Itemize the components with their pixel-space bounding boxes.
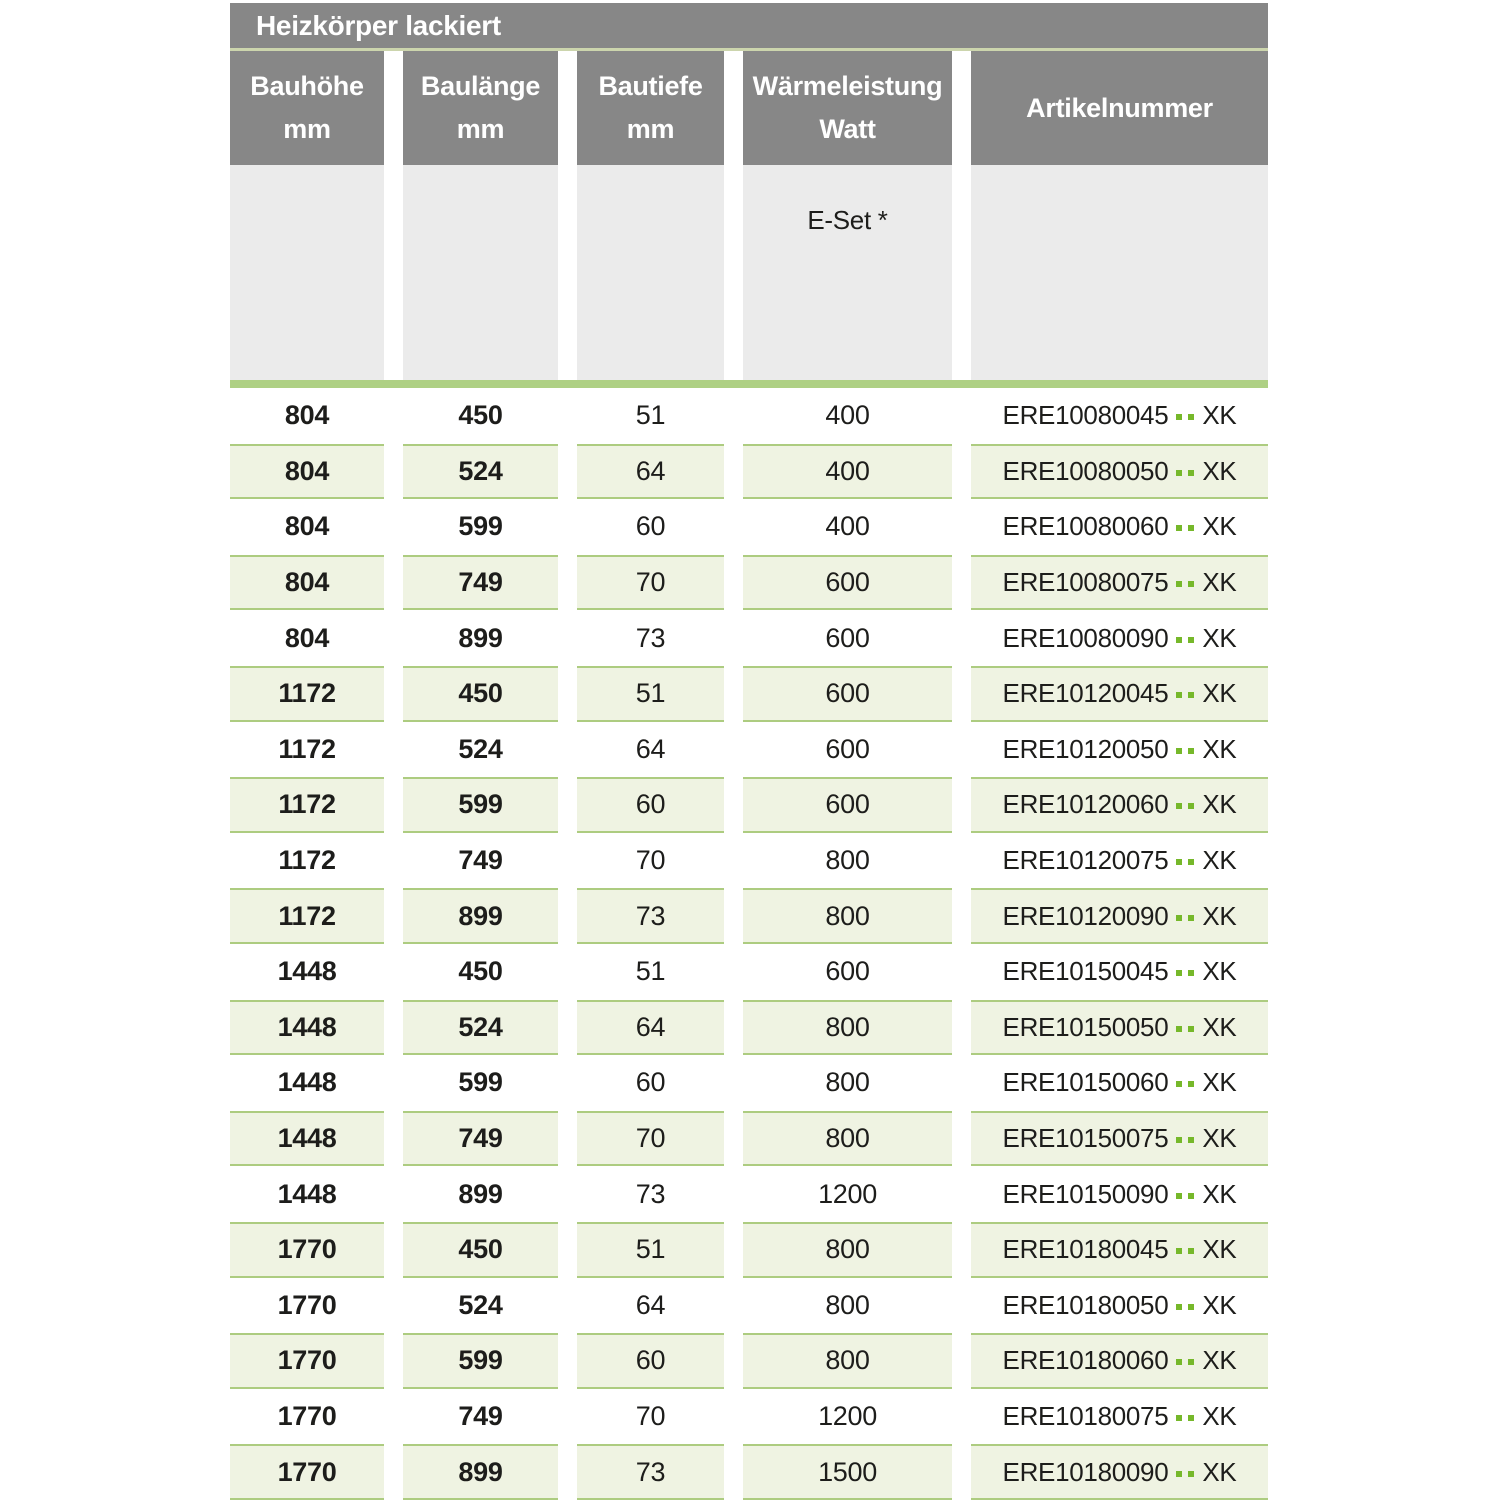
cell-artikelnummer xyxy=(971,1166,1268,1222)
cell-waermeleistung: 1200 xyxy=(818,1178,877,1209)
article-number-suffix: XK xyxy=(1202,1289,1237,1320)
placeholder-dots-icon xyxy=(1173,689,1197,698)
table-row xyxy=(230,499,1268,555)
cell-artikelnummer xyxy=(971,833,1268,889)
table-row xyxy=(230,944,1268,1000)
article-number-prefix: ERE10180050 xyxy=(1002,1289,1169,1320)
cell-baulaenge: 899 xyxy=(458,1178,503,1209)
cell-bauhoehe: 804 xyxy=(230,555,384,611)
cell-bautiefe: 73 xyxy=(577,888,724,944)
subheader-cell xyxy=(971,165,1268,380)
cell-baulaenge: 899 xyxy=(403,888,558,944)
cell-artikelnummer xyxy=(971,1389,1268,1445)
cell-bautiefe: 70 xyxy=(635,1400,666,1431)
table-row xyxy=(230,1222,1268,1278)
article-number-suffix: XK xyxy=(1202,455,1237,486)
column-header-waermeleistung xyxy=(743,51,952,165)
subheader-cell xyxy=(230,165,384,380)
article-number-prefix: ERE10120050 xyxy=(1002,733,1169,764)
article-number-prefix: ERE10080075 xyxy=(1002,567,1169,598)
cell-bauhoehe: 1770 xyxy=(277,1289,337,1320)
article-number-suffix: XK xyxy=(1202,567,1237,598)
column-header-unit: Watt xyxy=(819,114,876,144)
column-header-label: Bautiefe xyxy=(598,71,703,101)
cell-baulaenge: 450 xyxy=(458,400,503,431)
cell-baulaenge: 524 xyxy=(458,1289,503,1320)
article-number-prefix: ERE10150050 xyxy=(1002,1011,1169,1042)
cell-baulaenge: 749 xyxy=(403,1111,558,1167)
cell-bauhoehe: 1448 xyxy=(277,956,337,987)
cell-bautiefe: 64 xyxy=(577,444,724,500)
cell-baulaenge: 749 xyxy=(403,555,558,611)
cell-baulaenge: 524 xyxy=(458,733,503,764)
article-number-suffix: XK xyxy=(1202,1011,1237,1042)
article-number-suffix: XK xyxy=(1202,1234,1237,1265)
cell-baulaenge: 899 xyxy=(458,622,503,653)
cell-baulaenge: 450 xyxy=(403,666,558,722)
cell-artikelnummer xyxy=(971,499,1268,555)
table-title-bar xyxy=(230,3,1268,48)
cell-bauhoehe: 1448 xyxy=(230,1000,384,1056)
cell-artikelnummer xyxy=(971,1111,1268,1167)
article-number-suffix: XK xyxy=(1202,900,1237,931)
cell-artikelnummer xyxy=(971,1055,1268,1111)
cell-bauhoehe: 804 xyxy=(284,400,330,431)
cell-waermeleistung: 1200 xyxy=(818,1400,877,1431)
cell-artikelnummer xyxy=(971,666,1268,722)
cell-bauhoehe: 804 xyxy=(284,511,330,542)
column-header-baulaenge xyxy=(403,51,558,165)
article-number-prefix: ERE10080090 xyxy=(1002,622,1169,653)
article-number-suffix: XK xyxy=(1202,789,1237,820)
cell-artikelnummer xyxy=(971,1444,1268,1500)
placeholder-dots-icon xyxy=(1173,912,1197,921)
cell-artikelnummer xyxy=(971,944,1268,1000)
cell-bauhoehe: 804 xyxy=(284,622,330,653)
cell-bauhoehe: 1770 xyxy=(230,1333,384,1389)
cell-artikelnummer xyxy=(971,1333,1268,1389)
cell-bautiefe: 51 xyxy=(577,666,724,722)
article-number-suffix: XK xyxy=(1202,733,1237,764)
cell-waermeleistung: 400 xyxy=(825,400,870,431)
cell-baulaenge: 450 xyxy=(403,1222,558,1278)
cell-bautiefe: 70 xyxy=(577,1111,724,1167)
column-header-unit: mm xyxy=(456,114,505,144)
placeholder-dots-icon xyxy=(1173,1190,1197,1199)
cell-waermeleistung: 600 xyxy=(743,666,952,722)
column-header-label: Wärmeleistung xyxy=(752,71,943,101)
placeholder-dots-icon xyxy=(1173,745,1197,754)
cell-waermeleistung: 800 xyxy=(743,1000,952,1056)
cell-bauhoehe: 1770 xyxy=(230,1444,384,1500)
article-number-suffix: XK xyxy=(1202,956,1237,987)
column-header-unit: mm xyxy=(283,114,331,144)
article-number-prefix: ERE10120045 xyxy=(1002,678,1169,709)
cell-baulaenge: 524 xyxy=(403,1000,558,1056)
cell-waermeleistung: 800 xyxy=(825,1289,870,1320)
cell-bautiefe: 60 xyxy=(635,511,666,542)
cell-waermeleistung: 800 xyxy=(743,1111,952,1167)
table-body xyxy=(230,388,1268,1500)
placeholder-dots-icon xyxy=(1173,1301,1197,1310)
article-number-suffix: XK xyxy=(1202,678,1237,709)
cell-bauhoehe: 1172 xyxy=(278,845,336,876)
table-row xyxy=(230,610,1268,666)
article-number-prefix: ERE10120060 xyxy=(1002,789,1169,820)
cell-waermeleistung: 600 xyxy=(825,956,870,987)
column-header-bautiefe xyxy=(577,51,724,165)
cell-bautiefe: 70 xyxy=(577,555,724,611)
cell-bautiefe: 51 xyxy=(635,400,666,431)
placeholder-dots-icon xyxy=(1173,1412,1197,1421)
column-header-artikelnummer xyxy=(971,51,1268,165)
cell-waermeleistung: 600 xyxy=(825,622,870,653)
cell-artikelnummer xyxy=(971,610,1268,666)
article-number-suffix: XK xyxy=(1202,1123,1237,1154)
article-number-suffix: XK xyxy=(1202,1456,1237,1487)
table-row xyxy=(230,1055,1268,1111)
article-number-suffix: XK xyxy=(1202,400,1237,431)
radiator-spec-table xyxy=(230,3,1268,1500)
cell-artikelnummer xyxy=(971,444,1268,500)
article-number-prefix: ERE10180075 xyxy=(1002,1400,1169,1431)
cell-bauhoehe: 1172 xyxy=(278,733,336,764)
cell-waermeleistung: 800 xyxy=(743,888,952,944)
cell-bauhoehe: 1172 xyxy=(230,888,384,944)
header-row xyxy=(230,51,1268,165)
column-header-label: Artikelnummer xyxy=(1026,92,1213,123)
table-row xyxy=(230,444,1268,500)
cell-baulaenge: 599 xyxy=(403,1333,558,1389)
table-row xyxy=(230,1111,1268,1167)
article-number-prefix: ERE10120090 xyxy=(1002,900,1169,931)
cell-bautiefe: 73 xyxy=(635,622,666,653)
placeholder-dots-icon xyxy=(1173,1356,1197,1365)
cell-bautiefe: 64 xyxy=(635,733,666,764)
placeholder-dots-icon xyxy=(1173,1023,1197,1032)
column-header-label: Baulänge xyxy=(420,71,541,101)
table-row xyxy=(230,833,1268,889)
cell-bautiefe: 60 xyxy=(635,1067,666,1098)
table-row xyxy=(230,888,1268,944)
cell-bautiefe: 64 xyxy=(577,1000,724,1056)
cell-baulaenge: 899 xyxy=(403,1444,558,1500)
article-number-prefix: ERE10150075 xyxy=(1002,1123,1169,1154)
cell-waermeleistung: 800 xyxy=(743,1333,952,1389)
cell-bautiefe: 64 xyxy=(635,1289,666,1320)
cell-bautiefe: 73 xyxy=(577,1444,724,1500)
cell-baulaenge: 599 xyxy=(458,1067,503,1098)
column-header-unit: mm xyxy=(626,114,675,144)
column-header-bauhoehe xyxy=(230,51,384,165)
cell-bauhoehe: 1172 xyxy=(230,777,384,833)
cell-artikelnummer xyxy=(971,388,1268,444)
cell-bauhoehe: 1770 xyxy=(230,1222,384,1278)
table-row xyxy=(230,1166,1268,1222)
table-row xyxy=(230,555,1268,611)
subheader-cell-eset xyxy=(743,165,952,380)
cell-waermeleistung: 800 xyxy=(825,1067,870,1098)
table-row xyxy=(230,666,1268,722)
placeholder-dots-icon xyxy=(1173,1468,1197,1477)
cell-artikelnummer xyxy=(971,1278,1268,1334)
cell-waermeleistung: 400 xyxy=(825,511,870,542)
cell-bautiefe: 51 xyxy=(635,956,666,987)
cell-artikelnummer xyxy=(971,1000,1268,1056)
table-row xyxy=(230,1444,1268,1500)
placeholder-dots-icon xyxy=(1173,522,1197,531)
cell-artikelnummer xyxy=(971,555,1268,611)
cell-bauhoehe: 1172 xyxy=(230,666,384,722)
green-divider xyxy=(230,380,1268,388)
placeholder-dots-icon xyxy=(1173,578,1197,587)
cell-bauhoehe: 1448 xyxy=(277,1067,337,1098)
article-number-prefix: ERE10080050 xyxy=(1002,455,1169,486)
article-number-suffix: XK xyxy=(1202,845,1237,876)
article-number-prefix: ERE10150045 xyxy=(1002,956,1169,987)
cell-baulaenge: 450 xyxy=(458,956,503,987)
table-row xyxy=(230,1000,1268,1056)
placeholder-dots-icon xyxy=(1173,800,1197,809)
article-number-suffix: XK xyxy=(1202,511,1237,542)
cell-bauhoehe: 1770 xyxy=(277,1400,337,1431)
table-row xyxy=(230,1389,1268,1445)
article-number-suffix: XK xyxy=(1202,1400,1237,1431)
cell-artikelnummer xyxy=(971,777,1268,833)
table-row xyxy=(230,1333,1268,1389)
cell-baulaenge: 749 xyxy=(458,845,503,876)
article-number-prefix: ERE10150090 xyxy=(1002,1178,1169,1209)
article-number-prefix: ERE10080060 xyxy=(1002,511,1169,542)
cell-bautiefe: 60 xyxy=(577,1333,724,1389)
subheader-cell xyxy=(577,165,724,380)
placeholder-dots-icon xyxy=(1173,467,1197,476)
table-row xyxy=(230,388,1268,444)
table-row xyxy=(230,777,1268,833)
placeholder-dots-icon xyxy=(1173,1245,1197,1254)
article-number-suffix: XK xyxy=(1202,1345,1237,1376)
cell-waermeleistung: 1500 xyxy=(743,1444,952,1500)
cell-bautiefe: 51 xyxy=(577,1222,724,1278)
cell-bautiefe: 73 xyxy=(635,1178,666,1209)
cell-waermeleistung: 600 xyxy=(825,733,870,764)
article-number-prefix: ERE10180045 xyxy=(1002,1234,1169,1265)
cell-bautiefe: 70 xyxy=(635,845,666,876)
placeholder-dots-icon xyxy=(1173,1134,1197,1143)
table-row xyxy=(230,1278,1268,1334)
cell-waermeleistung: 800 xyxy=(825,845,870,876)
placeholder-dots-icon xyxy=(1173,411,1197,420)
article-number-prefix: ERE10080045 xyxy=(1002,400,1169,431)
cell-artikelnummer xyxy=(971,722,1268,778)
column-header-label: Bauhöhe xyxy=(250,71,364,101)
cell-bauhoehe: 1448 xyxy=(277,1178,337,1209)
article-number-prefix: ERE10180090 xyxy=(1002,1456,1169,1487)
cell-waermeleistung: 400 xyxy=(743,444,952,500)
subheader-row xyxy=(230,165,1268,380)
article-number-suffix: XK xyxy=(1202,622,1237,653)
placeholder-dots-icon xyxy=(1173,1078,1197,1087)
article-number-prefix: ERE10150060 xyxy=(1002,1067,1169,1098)
cell-bauhoehe: 1448 xyxy=(230,1111,384,1167)
placeholder-dots-icon xyxy=(1173,634,1197,643)
cell-baulaenge: 749 xyxy=(458,1400,503,1431)
article-number-prefix: ERE10120075 xyxy=(1002,845,1169,876)
cell-artikelnummer xyxy=(971,1222,1268,1278)
cell-bauhoehe: 804 xyxy=(230,444,384,500)
cell-baulaenge: 524 xyxy=(403,444,558,500)
cell-baulaenge: 599 xyxy=(458,511,503,542)
cell-waermeleistung: 600 xyxy=(743,555,952,611)
article-number-prefix: ERE10180060 xyxy=(1002,1345,1169,1376)
cell-artikelnummer xyxy=(971,888,1268,944)
cell-waermeleistung: 800 xyxy=(743,1222,952,1278)
cell-baulaenge: 599 xyxy=(403,777,558,833)
eset-note: E-Set * xyxy=(807,205,888,235)
table-row xyxy=(230,722,1268,778)
cell-waermeleistung: 600 xyxy=(743,777,952,833)
cell-bautiefe: 60 xyxy=(577,777,724,833)
placeholder-dots-icon xyxy=(1173,856,1197,865)
article-number-suffix: XK xyxy=(1202,1067,1237,1098)
article-number-suffix: XK xyxy=(1202,1178,1237,1209)
subheader-cell xyxy=(403,165,558,380)
table-title: Heizkörper lackiert xyxy=(256,9,501,41)
placeholder-dots-icon xyxy=(1173,967,1197,976)
